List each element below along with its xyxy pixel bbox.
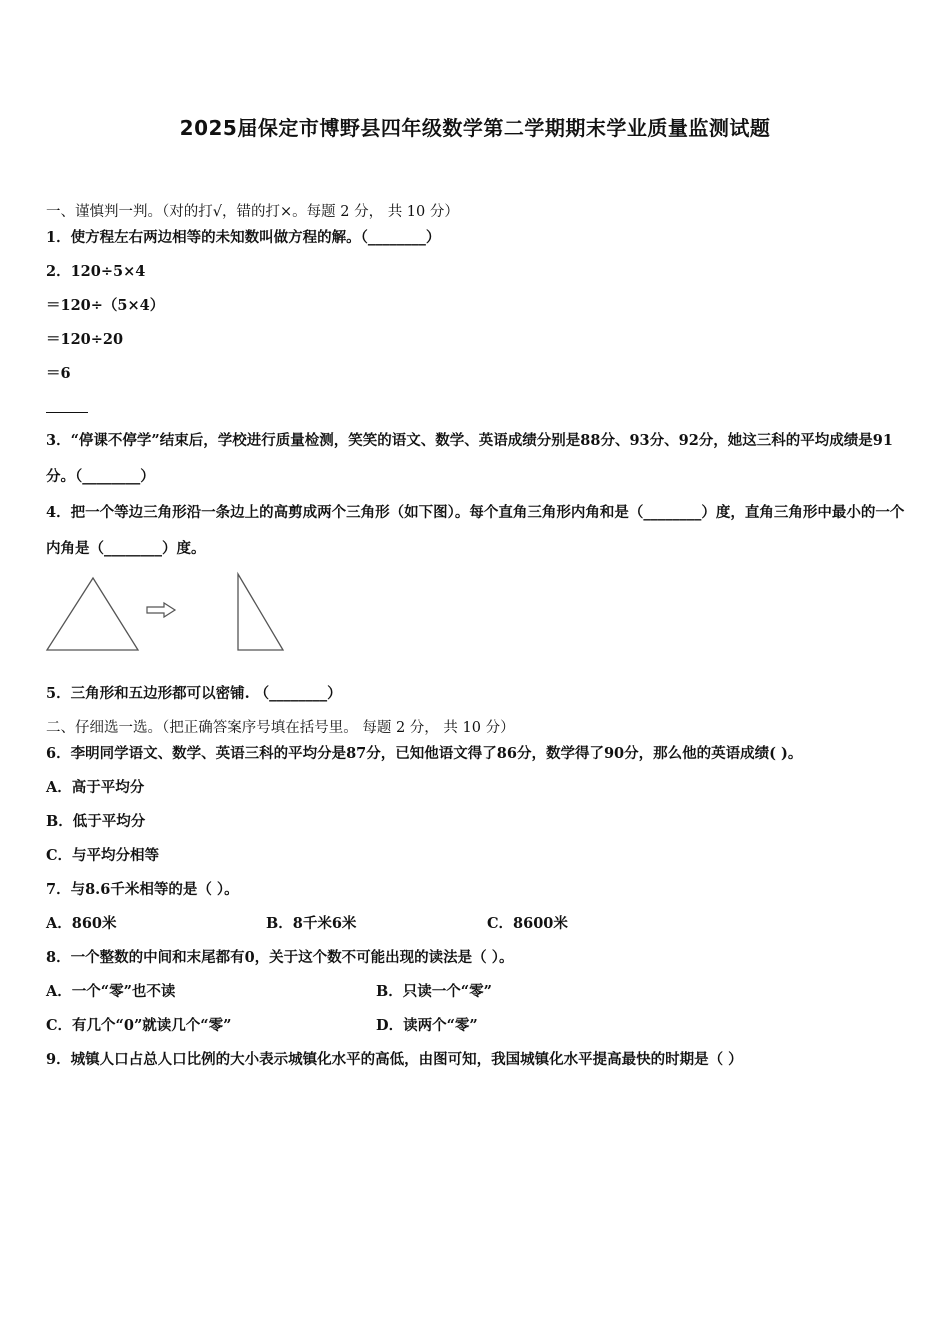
question-3: 3．“停课不停学”结束后，学校进行质量检测，笑笑的语文、数学、英语成绩分别是88分、93分、92分，她这三科的平均成绩是91分。（________） [46,432,893,485]
question-4: 4．把一个等边三角形沿一条边上的高剪成两个三角形（如下图）。每个直角三角形内角和是（________）度，直角三角形中最小的一个内角是（________）度。 [46,504,905,557]
question-5: 5．三角形和五边形都可以密铺. （________） [46,685,342,702]
question-7: 7．与8.6千米相等的是（ ）。 [46,881,239,898]
question-8-option-d: D．读两个“零” [376,1017,478,1034]
question-8-option-b: B．只读一个“零” [376,983,492,1000]
question-2-line-2: ＝120÷（5×4） [46,297,165,314]
question-8: 8．一个整数的中间和末尾都有0，关于这个数不可能出现的读法是（ ）。 [46,949,514,966]
page-title: 2025届保定市博野县四年级数学第二学期期末学业质量监测试题 [179,116,771,140]
question-2-line-4: ＝6 [46,365,71,382]
section-1-heading: 一、谨慎判一判。（对的打√，错的打×。每题 2 分， 共 10 分） [46,204,459,220]
answer-blank-line [46,412,88,413]
question-7-option-c: C．8600米 [487,915,568,932]
question-9: 9．城镇人口占总人口比例的大小表示城镇化水平的高低，由图可知，我国城镇化水平提高最快的时期是（ ） [46,1051,743,1068]
question-8-option-a: A．一个“零”也不读 [46,983,176,1000]
right-triangle [238,574,283,650]
question-6-option-b: B．低于平均分 [46,813,146,830]
equilateral-triangle [47,578,138,650]
question-6-option-a: A．高于平均分 [46,779,145,796]
question-2-line-3: ＝120÷20 [46,331,124,348]
arrow-right-icon [147,603,175,617]
question-7-option-b: B．8千米6米 [266,915,357,932]
question-2-line-1: 2．120÷5×4 [46,263,146,280]
triangle-diagram [40,570,300,660]
question-7-option-a: A．860米 [46,915,117,932]
question-6-option-c: C．与平均分相等 [46,847,160,864]
question-8-option-c: C．有几个“0”就读几个“零” [46,1017,232,1034]
question-6: 6．李明同学语文、数学、英语三科的平均分是87分，已知他语文得了86分，数学得了90分，那么他的英语成绩( )。 [46,745,803,762]
question-1: 1．使方程左右两边相等的未知数叫做方程的解。（________） [46,229,441,246]
section-2-heading: 二、仔细选一选。（把正确答案序号填在括号里。 每题 2 分， 共 10 分） [46,720,515,736]
